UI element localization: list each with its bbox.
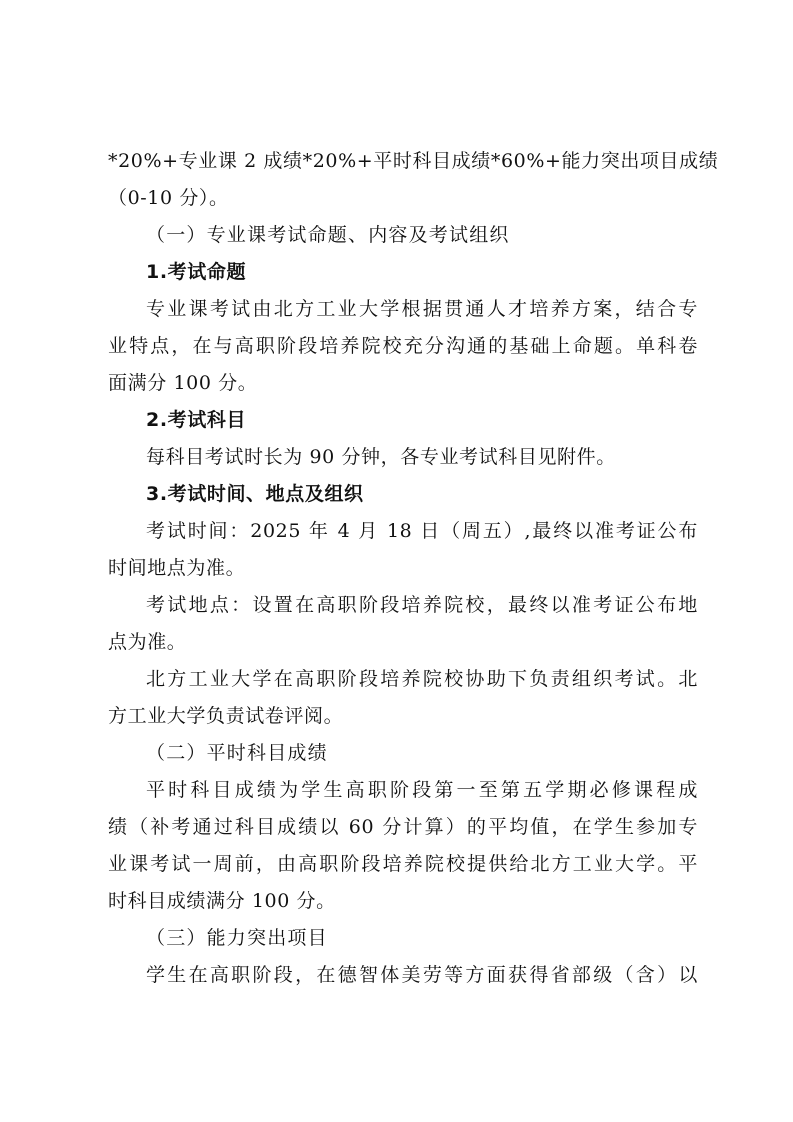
paragraph-line: 点为准。 (108, 631, 187, 653)
paragraph-line: 专业课考试由北方工业大学根据贯通人才培养方案，结合专 (146, 298, 698, 320)
paragraph-line: 考试地点：设置在高职阶段培养院校，最终以准考证公布地 (146, 594, 698, 616)
subheading-exam-proposition: 1.考试命题 (146, 261, 247, 283)
subheading-exam-subjects: 2.考试科目 (146, 409, 247, 431)
paragraph-line: 考试时间：2025 年 4 月 18 日（周五）,最终以准考证公布 (146, 520, 698, 542)
paragraph-line: *20%+专业课 2 成绩*20%+平时科目成绩*60%+能力突出项目成绩 (108, 150, 719, 172)
paragraph-line: 平时科目成绩为学生高职阶段第一至第五学期必修课程成 (146, 779, 698, 801)
paragraph-line: 方工业大学负责试卷评阅。 (108, 705, 344, 727)
paragraph-line: 绩（补考通过科目成绩以 60 分计算）的平均值，在学生参加专 (108, 816, 698, 838)
section-heading-1: （一）专业课考试命题、内容及考试组织 (146, 224, 510, 246)
paragraph-line: 业课考试一周前，由高职阶段培养院校提供给北方工业大学。平 (108, 853, 698, 875)
subheading-exam-time-place: 3.考试时间、地点及组织 (146, 483, 364, 505)
paragraph-line: 业特点，在与高职阶段培养院校充分沟通的基础上命题。单科卷 (108, 335, 698, 357)
paragraph-line: 时间地点为准。 (108, 557, 246, 579)
section-heading-3: （三）能力突出项目 (146, 927, 328, 949)
paragraph-line: 学生在高职阶段，在德智体美劳等方面获得省部级（含）以 (146, 964, 698, 986)
paragraph-line: 北方工业大学在高职阶段培养院校协助下负责组织考试。北 (146, 668, 698, 690)
paragraph-line: 每科目考试时长为 90 分钟，各专业考试科目见附件。 (146, 446, 616, 468)
section-heading-2: （二）平时科目成绩 (146, 742, 328, 764)
paragraph-line: 时科目成绩满分 100 分。 (108, 890, 336, 912)
paragraph-line: （0-10 分）。 (108, 187, 229, 209)
paragraph-line: 面满分 100 分。 (108, 372, 258, 394)
